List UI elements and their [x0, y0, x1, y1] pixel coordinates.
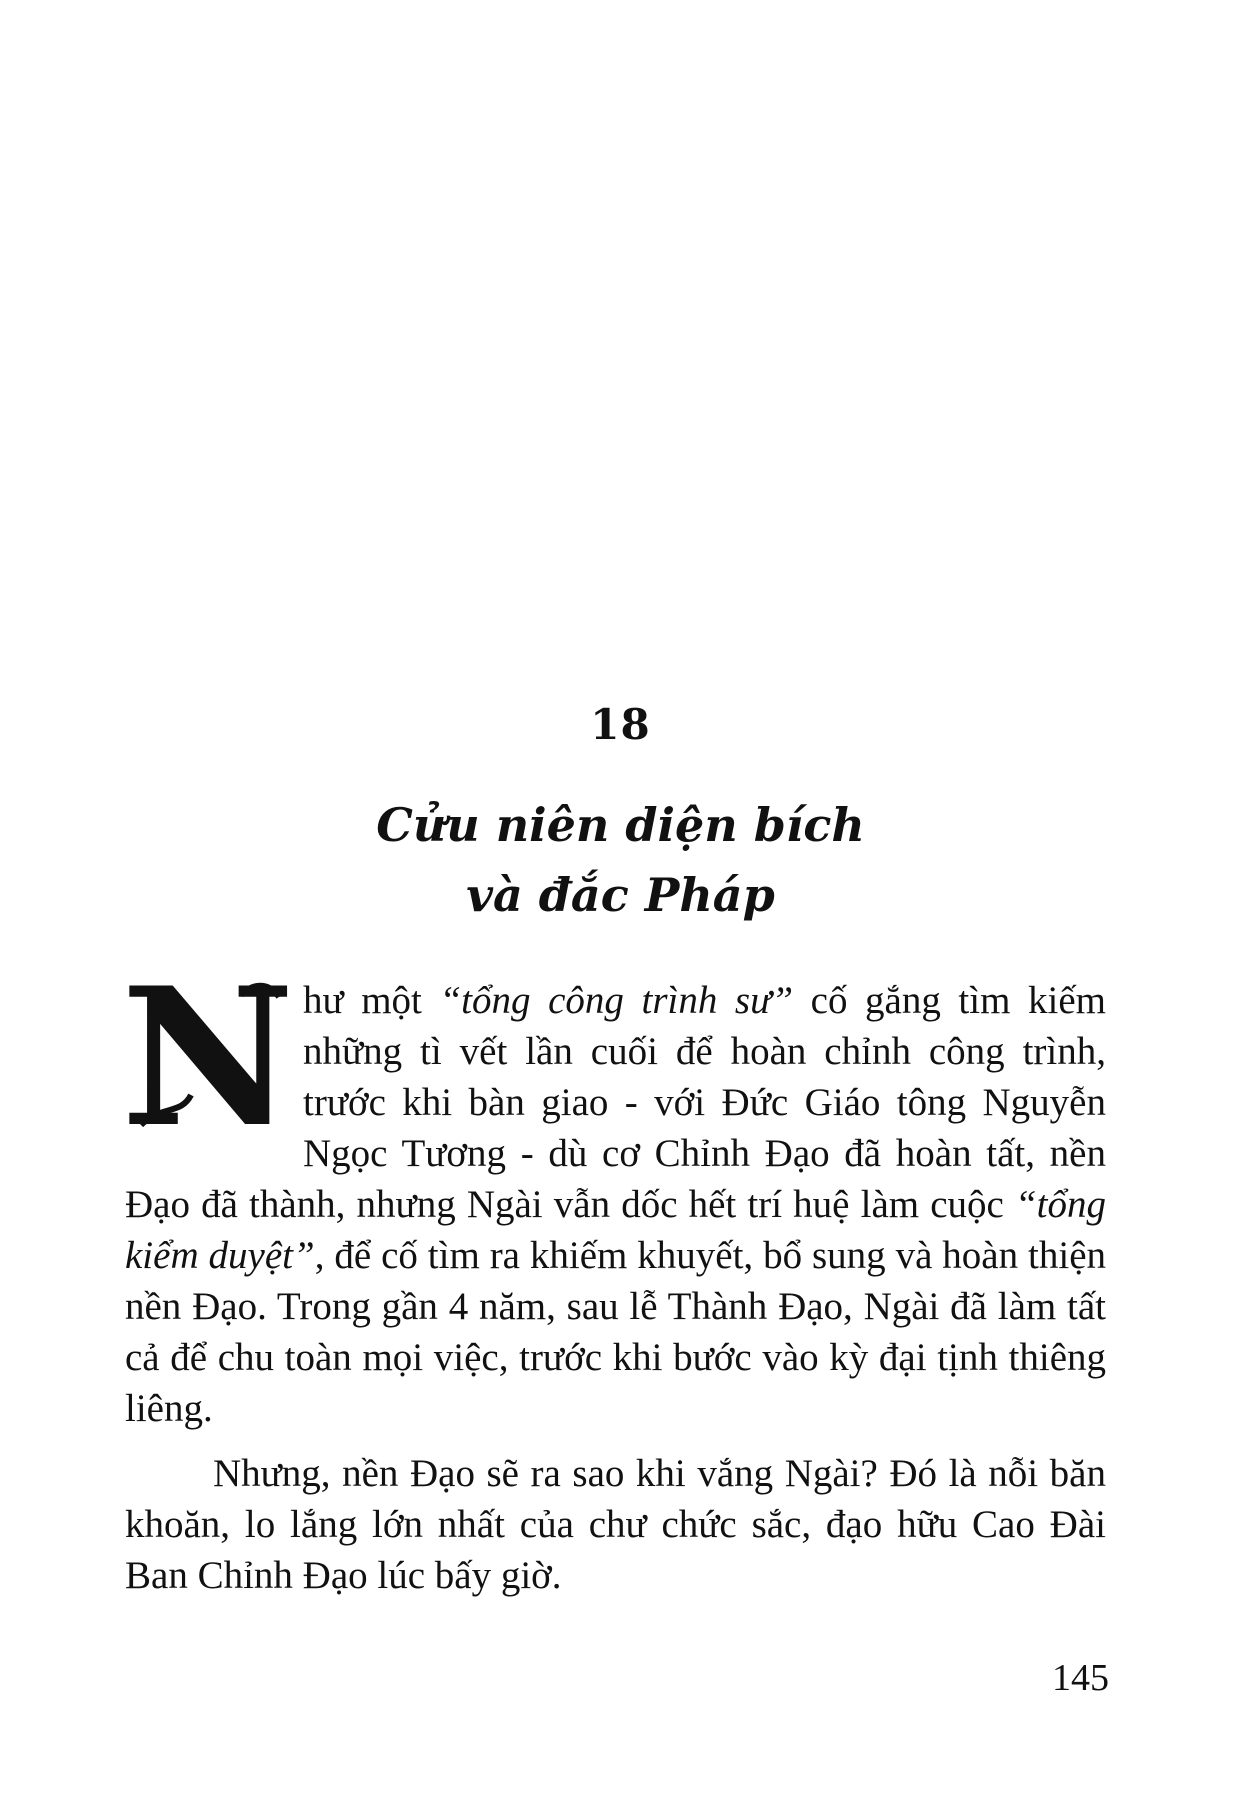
chapter-title: [0, 790, 1241, 930]
body-text: [121, 946, 1107, 1601]
drop-cap-letter: N: [121, 946, 295, 1169]
paragraph-2: Nhưng, nền Đạo sẽ ra sao khi vắng Ngài? Đó là nỗi băn khoăn, lo lắng lớn nhất của chư chức sắc, đạo hữu Cao Đài Ban Chỉnh Đạo lúc bấy giờ.: [125, 1452, 1106, 1597]
paragraph-1-text-a: hư một: [303, 979, 440, 1022]
quote-tong-cong-trinh-su: “tổng công trình sư”: [439, 979, 794, 1022]
paragraph-1: [121, 946, 1107, 1434]
quote-tong-kiem-duyet: “tổng kiểm duyệt”: [125, 1183, 1106, 1277]
page-number: 145: [1052, 1657, 1109, 1699]
drop-cap: [121, 946, 295, 1169]
chapter-title-line-1: Cửu niên diện bích: [376, 798, 865, 852]
paragraph-1-text-b: cố gắng tìm kiếm những tì vết lần cuối để hoàn chỉnh công trình, trước khi bàn giao - với Đức Giáo tông Nguyễn Ngọc Tương - dù cơ Chỉnh Đạo đã hoàn tất, nền Đạo đã thành, nhưng Ngài vẫn dốc hết trí huệ làm cuộc: [125, 979, 1107, 1226]
chapter-title-line-2: và đắc Pháp: [466, 868, 775, 922]
paragraph-1-text-c: , để cố tìm ra khiếm khuyết, bổ sung và hoàn thiện nền Đạo. Trong gần 4 năm, sau lễ Thành Đạo, Ngài đã làm tất cả để chu toàn mọi việc, trước khi bước vào kỳ đại tịnh thiêng liêng.: [125, 1234, 1106, 1430]
chapter-number: 18: [590, 700, 651, 749]
